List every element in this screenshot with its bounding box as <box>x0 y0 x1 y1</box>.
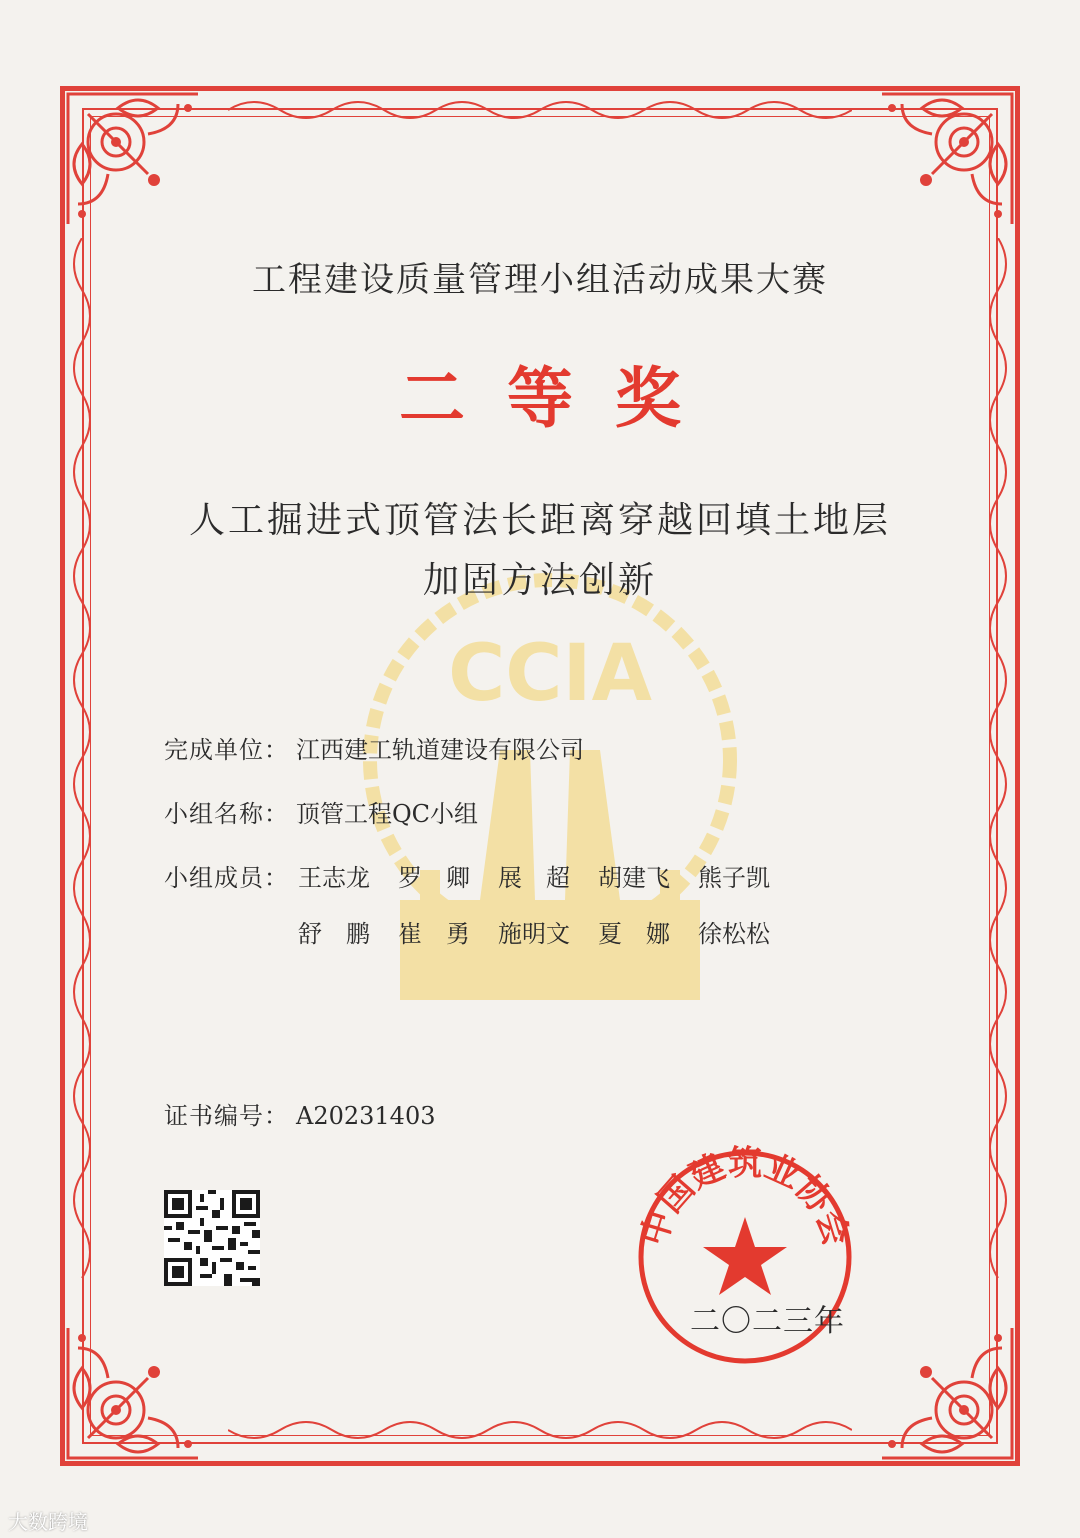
qr-code-icon[interactable] <box>164 1190 260 1286</box>
members-list-row1 <box>298 858 798 893</box>
issue-date: 二〇二三年 <box>690 1304 845 1339</box>
member-name: 徐松松 <box>698 920 770 948</box>
members-list-row2 <box>298 914 798 949</box>
member-name: 施明文 <box>498 920 570 948</box>
competition-heading: 工程建设质量管理小组活动成果大赛 <box>252 260 828 300</box>
member-name: 胡建飞 <box>598 864 670 892</box>
cert-number-row <box>164 1096 436 1131</box>
border-pattern-bottom-icon <box>228 1412 852 1448</box>
member-name: 舒 鹏 <box>298 920 370 948</box>
corner-ornament-icon <box>872 84 1022 234</box>
unit-value: 江西建工轨道建设有限公司 <box>296 736 584 764</box>
svg-text:CCIA: CCIA <box>448 629 652 719</box>
member-name: 崔 勇 <box>398 920 470 948</box>
source-watermark: 大数跨境 <box>8 1510 88 1534</box>
cert-number-value: A20231403 <box>296 1102 436 1130</box>
member-name: 展 超 <box>498 864 570 892</box>
corner-ornament-icon <box>58 1318 208 1468</box>
members-label: 小组成员： <box>164 864 289 892</box>
cert-number-label: 证书编号： <box>164 1102 289 1130</box>
member-name: 罗 卿 <box>398 864 470 892</box>
project-title-line1: 人工掘进式顶管法长距离穿越回填土地层 <box>188 500 891 541</box>
group-label: 小组名称： <box>164 800 289 828</box>
award-level: 二等奖 <box>399 359 723 437</box>
project-title-line2: 加固方法创新 <box>422 560 657 601</box>
members-row <box>164 858 296 893</box>
corner-ornament-icon <box>58 84 208 234</box>
border-pattern-top-icon <box>228 92 852 128</box>
member-name: 王志龙 <box>298 864 370 892</box>
unit-row <box>164 730 584 765</box>
svg-text:中国建筑业协会: 中国建筑业协会 <box>633 1145 857 1251</box>
unit-label: 完成单位： <box>164 736 289 764</box>
group-value: 顶管工程QC小组 <box>296 800 479 828</box>
group-row <box>164 794 478 829</box>
member-name: 夏 娜 <box>598 920 670 948</box>
member-name: 熊子凯 <box>698 864 770 892</box>
corner-ornament-icon <box>872 1318 1022 1468</box>
